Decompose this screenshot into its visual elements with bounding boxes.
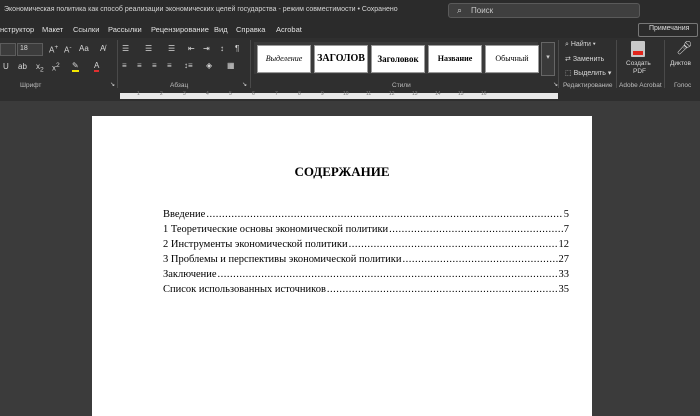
align-center-icon[interactable]: ≡ bbox=[137, 61, 142, 70]
ruler-number: 2 bbox=[160, 91, 163, 97]
comments-label: Примечания bbox=[649, 25, 690, 32]
tab-view[interactable]: Вид bbox=[214, 25, 228, 34]
tab-acrobat[interactable]: Acrobat bbox=[276, 25, 302, 34]
align-right-icon[interactable]: ≡ bbox=[152, 61, 157, 70]
replace-button[interactable] bbox=[565, 55, 604, 63]
toc-entry[interactable] bbox=[163, 224, 569, 238]
search-icon: ⌕ bbox=[457, 5, 463, 15]
justify-icon[interactable]: ≡ bbox=[167, 61, 172, 70]
find-label: Найти bbox=[570, 41, 591, 48]
title-bar bbox=[0, 0, 700, 20]
group-label-voice: Голос bbox=[674, 82, 692, 89]
toc-entry-title: 2 Инструменты экономической политики bbox=[163, 239, 348, 250]
font-color-icon[interactable]: A bbox=[94, 61, 100, 70]
ruler-number: 6 bbox=[252, 91, 255, 97]
font-dialog-launcher-icon[interactable]: ↘ bbox=[110, 82, 116, 88]
style-emphasis[interactable]: Выделение bbox=[257, 45, 311, 73]
tab-review[interactable]: Рецензирование bbox=[151, 25, 209, 34]
toc-leader-dots bbox=[389, 224, 563, 235]
sort-icon[interactable]: ↕ bbox=[220, 44, 224, 53]
toc-entry-page: 33 bbox=[558, 269, 569, 280]
tab-mailings[interactable]: Рассылки bbox=[108, 25, 142, 34]
toc-leader-dots bbox=[403, 254, 558, 265]
separator bbox=[664, 40, 665, 88]
chevron-down-icon: ▾ bbox=[546, 54, 550, 61]
ruler-number: 1 bbox=[137, 91, 140, 97]
ruler-number: 13 bbox=[412, 91, 418, 97]
toc-entry[interactable] bbox=[163, 209, 569, 223]
toc-entry-page: 12 bbox=[558, 239, 569, 250]
ruler-number: 14 bbox=[435, 91, 441, 97]
select-icon: ⬚ bbox=[565, 70, 572, 77]
replace-label: Заменить bbox=[572, 56, 605, 63]
ruler-number: 3 bbox=[183, 91, 186, 97]
ruler-number: 16 bbox=[481, 91, 487, 97]
create-pdf-label-1[interactable]: Создать bbox=[626, 60, 651, 67]
style-title[interactable]: Название bbox=[428, 45, 482, 73]
borders-icon[interactable]: ▦ bbox=[227, 61, 235, 70]
toc-entry-title: Заключение bbox=[163, 269, 217, 280]
replace-icon: ⇄ bbox=[565, 56, 571, 63]
line-spacing-icon[interactable]: ↕≡ bbox=[184, 61, 193, 70]
toc-entry[interactable] bbox=[163, 254, 569, 268]
microphone-icon[interactable]: 🎤︎ bbox=[676, 40, 693, 55]
grow-font-icon[interactable]: A+ bbox=[49, 44, 59, 55]
toc-entry-title: Список использованных источников bbox=[163, 284, 326, 295]
tab-help[interactable]: Справка bbox=[236, 25, 266, 34]
ruler-number: 10 bbox=[343, 91, 349, 97]
ruler-number: 9 bbox=[321, 91, 324, 97]
separator bbox=[250, 40, 251, 88]
font-name-dropdown[interactable] bbox=[0, 43, 16, 56]
strikethrough-icon[interactable]: ab bbox=[18, 62, 27, 71]
toc-entry-page: 7 bbox=[563, 224, 569, 235]
create-pdf-label-2[interactable]: PDF bbox=[633, 68, 646, 75]
font-size-value: 18 bbox=[20, 45, 28, 52]
ribbon-tabs bbox=[0, 20, 700, 38]
select-button[interactable]: ⬚ Выделить ▾ bbox=[565, 70, 612, 77]
find-button[interactable]: ⌕ Найти ▾ bbox=[565, 41, 596, 48]
style-heading-caps[interactable]: ЗАГОЛОВ bbox=[314, 45, 368, 73]
group-label-paragraph: Абзац bbox=[170, 82, 189, 89]
toc-entry[interactable] bbox=[163, 284, 569, 298]
toc-leader-dots bbox=[327, 284, 558, 295]
ruler-number: 12 bbox=[389, 91, 395, 97]
toc-entry-title: Введение bbox=[163, 209, 206, 220]
separator bbox=[558, 40, 559, 88]
show-marks-icon[interactable]: ¶ bbox=[235, 44, 240, 53]
ruler-number: 7 bbox=[275, 91, 278, 97]
ruler-number: 8 bbox=[298, 91, 301, 97]
style-normal[interactable]: Обычный bbox=[485, 45, 539, 73]
document-title: Экономическая политика как способ реализации экономических целей государства - режим совместимости • Сохранено bbox=[4, 6, 398, 13]
underline-icon[interactable]: U bbox=[3, 62, 9, 71]
dictate-label[interactable]: Диктов bbox=[670, 60, 691, 67]
toc-leader-dots bbox=[218, 269, 558, 280]
toc-entry-page: 5 bbox=[563, 209, 569, 220]
search-icon: ⌕ bbox=[565, 41, 569, 48]
pdf-icon[interactable] bbox=[631, 41, 645, 57]
tab-constructor[interactable]: нструктор bbox=[0, 25, 35, 34]
clear-formatting-icon[interactable]: A̸ bbox=[100, 44, 106, 53]
style-heading[interactable]: Заголовок bbox=[371, 45, 425, 73]
toc-entry-title: 3 Проблемы и перспективы экономической политики bbox=[163, 254, 402, 265]
toc-leader-dots bbox=[349, 239, 558, 250]
superscript-icon[interactable]: $x^2$ bbox=[52, 62, 60, 73]
document-page[interactable] bbox=[92, 116, 592, 416]
toc-heading: СОДЕРЖАНИЕ bbox=[294, 164, 390, 179]
ruler-number: 11 bbox=[366, 91, 372, 97]
separator bbox=[117, 40, 118, 88]
toc-entry[interactable] bbox=[163, 269, 569, 283]
search-placeholder: Поиск bbox=[471, 6, 494, 15]
ruler-number: 4 bbox=[206, 91, 209, 97]
decrease-indent-icon[interactable]: ⇤ bbox=[188, 44, 195, 53]
toc-entry-page: 35 bbox=[558, 284, 569, 295]
group-label-editing: Редактирование bbox=[563, 82, 613, 89]
shrink-font-icon[interactable]: A- bbox=[64, 44, 72, 55]
subscript-icon[interactable]: $x_2$ bbox=[36, 62, 44, 74]
group-label-font: Шрифт bbox=[20, 82, 42, 89]
change-case-icon[interactable]: Aa bbox=[79, 44, 89, 53]
toc-entry-title: 1 Теоретические основы экономической политики bbox=[163, 224, 389, 235]
shading-icon[interactable]: ◈ bbox=[206, 61, 213, 70]
styles-dialog-launcher-icon[interactable]: ↘ bbox=[553, 82, 559, 88]
paragraph-dialog-launcher-icon[interactable]: ↘ bbox=[242, 82, 248, 88]
separator bbox=[616, 40, 617, 88]
highlight-icon[interactable]: ✎ bbox=[72, 61, 79, 70]
group-label-styles: Стили bbox=[392, 82, 411, 89]
align-left-icon[interactable]: ≡ bbox=[122, 61, 127, 70]
group-label-acrobat: Adobe Acrobat bbox=[619, 82, 662, 89]
font-size-dropdown[interactable] bbox=[17, 43, 43, 56]
multilevel-list-icon[interactable]: ☰ bbox=[168, 44, 176, 53]
select-label: Выделить bbox=[573, 70, 606, 77]
comments-button[interactable] bbox=[638, 23, 698, 37]
toc-entry-page: 27 bbox=[558, 254, 569, 265]
numbering-icon[interactable]: ☰ bbox=[145, 44, 153, 53]
toc-leader-dots bbox=[206, 209, 562, 220]
bullets-icon[interactable]: ☰ bbox=[122, 44, 130, 53]
search-box[interactable] bbox=[448, 3, 640, 18]
tab-layout[interactable]: Макет bbox=[42, 25, 64, 34]
ruler-number: 5 bbox=[229, 91, 232, 97]
ruler-number: 15 bbox=[458, 91, 464, 97]
increase-indent-icon[interactable]: ⇥ bbox=[203, 44, 210, 53]
tab-references[interactable]: Ссылки bbox=[73, 25, 100, 34]
toc-entry[interactable] bbox=[163, 239, 569, 253]
styles-gallery-more-button[interactable] bbox=[541, 42, 555, 76]
